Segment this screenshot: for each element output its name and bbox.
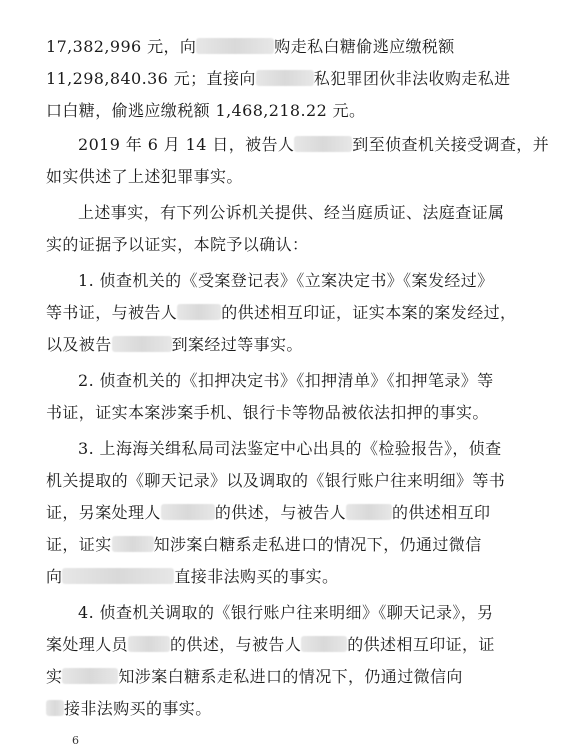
text-line-9: [46, 302, 516, 324]
text-segment: 接非法购买的事实。: [64, 699, 212, 718]
text-line-16: [46, 534, 482, 556]
text-segment: 实: [46, 667, 63, 686]
text-line-4: [78, 134, 549, 156]
redaction: [112, 536, 154, 552]
text-line-11: [78, 370, 494, 392]
text-segment: 的供述相互印: [392, 503, 491, 522]
text-segment: 以及被告: [46, 335, 112, 354]
redaction: [294, 136, 352, 152]
text-segment: 2. 侦查机关的《扣押决定书》《扣押清单》《扣押笔录》等: [78, 371, 494, 390]
text-segment: 证，证实: [46, 535, 112, 554]
text-segment: 的供述相互印证，证实本案的案发经过，: [221, 303, 517, 322]
redaction: [62, 668, 118, 684]
text-line-15: [46, 502, 490, 524]
text-segment: 证，另案处理人: [46, 503, 161, 522]
text-segment: 书证，证实本案涉案手机、银行卡等物品被依法扣押的事实。: [46, 403, 489, 422]
text-line-5: [46, 166, 243, 188]
text-line-19: [46, 634, 495, 656]
text-line-10: [46, 334, 303, 356]
text-segment: 的供述，与被告人: [214, 503, 347, 522]
text-line-18: [78, 602, 494, 624]
text-segment: 1. 侦查机关的《受案登记表》《立案决定书》《案发经过》: [78, 271, 494, 290]
text-segment: 私犯罪团伙非法收购走私进: [313, 69, 511, 88]
redaction: [62, 568, 174, 584]
redaction: [46, 700, 64, 716]
text-segment: 的供述，与被告人: [170, 635, 302, 654]
redaction: [301, 636, 347, 652]
text-segment: 机关提取的《聊天记录》以及调取的《银行账户往来明细》等书: [46, 471, 506, 490]
text-segment: 如实供述了上述犯罪事实。: [46, 167, 243, 186]
text-segment: 购走私白糖偷逃应缴税额: [274, 37, 455, 56]
text-line-3: [46, 100, 365, 122]
text-segment: 17,382,996 元，向: [46, 37, 197, 56]
text-line-21: [46, 698, 212, 720]
redaction: [112, 336, 172, 352]
text-line-6: [78, 202, 504, 224]
redaction: [196, 38, 274, 54]
text-segment: 实的证据予以证实，本院予以确认：: [46, 235, 309, 254]
text-line-20: [46, 666, 463, 688]
page-number: 6: [72, 734, 79, 747]
text-line-1: [46, 36, 455, 58]
text-segment: 2019 年 6 月 14 日，被告人: [78, 135, 295, 154]
text-segment: 的供述相互印证，证: [347, 635, 495, 654]
text-segment: 案处理人员: [46, 635, 129, 654]
text-line-13: [78, 438, 502, 460]
text-segment: 4. 侦查机关调取的《银行账户往来明细》《聊天记录》，另: [78, 603, 494, 622]
redaction: [346, 504, 392, 520]
text-segment: 3. 上海海关缉私局司法鉴定中心出具的《检验报告》，侦查: [78, 439, 502, 458]
text-line-2: [46, 68, 511, 90]
redaction: [256, 70, 314, 86]
text-segment: 向: [46, 567, 63, 586]
text-segment: 到案经过等事实。: [171, 335, 303, 354]
text-segment: 知涉案白糖系走私进口的情况下，仍通过微信: [153, 535, 482, 554]
text-segment: 上述事实，有下列公诉机关提供、经当庭质证、法庭查证属: [78, 203, 505, 222]
text-line-7: [46, 234, 308, 256]
text-segment: 等书证，与被告人: [46, 303, 178, 322]
redaction: [161, 504, 215, 520]
text-segment: 直接非法购买的事实。: [174, 567, 339, 586]
text-line-17: [46, 566, 338, 588]
text-segment: 11,298,840.36 元；直接向: [46, 69, 256, 88]
text-segment: 知涉案白糖系走私进口的情况下，仍通过微信向: [118, 667, 463, 686]
text-line-14: [46, 470, 505, 492]
redaction: [177, 304, 221, 320]
redaction: [128, 636, 170, 652]
text-line-12: [46, 402, 489, 424]
text-segment: 口白糖，偷逃应缴税额 1,468,218.22 元。: [46, 101, 366, 120]
text-line-8: [78, 270, 494, 292]
text-segment: 到至侦查机关接受调查，并: [352, 135, 550, 154]
